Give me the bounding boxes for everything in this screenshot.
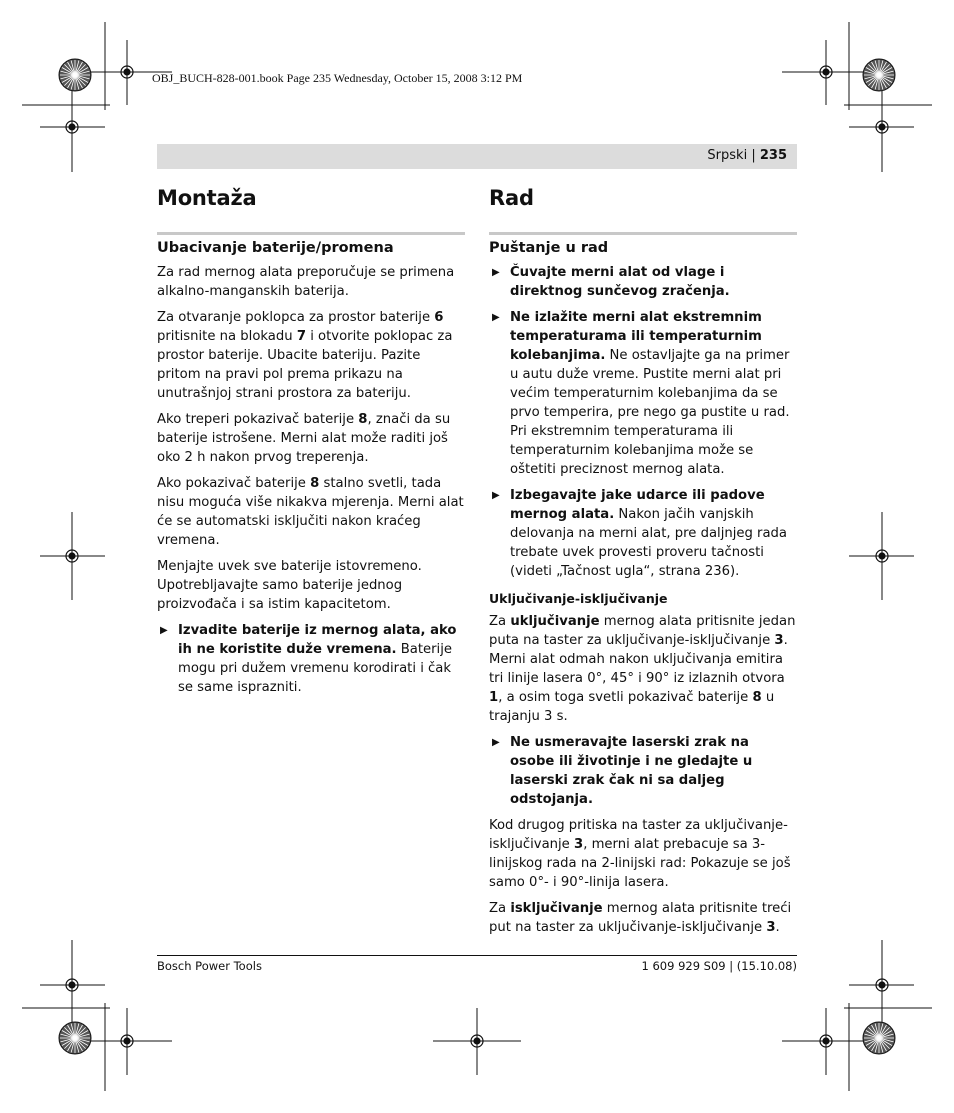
paragraph: Kod drugog pritiska na taster za uključivanje-isključivanje 3, merni alat prebacuje sa 3-linijskog rada na 2-linijski rad: Pokazuje se još samo 0°- i 90°-linija lasera.	[489, 818, 791, 890]
header-language: Srpski	[707, 148, 748, 163]
bullet-item: ▶ Ne usmeravajte laserski zrak na osobe ili životinje i ne gledajte u laserski zrak čak ni sa daljeg odstojanja.	[492, 735, 753, 807]
triangle-right-icon: ▶	[492, 490, 500, 501]
right-column	[489, 186, 797, 944]
page-header	[157, 144, 797, 169]
paragraph: Za uključivanje mernog alata pritisnite jedan puta na taster za uključivanje-isključivanje 3. Merni alat odmah nakon uključivanja emitira tri linije lasera 0°, 45° i 90° iz izlaznih otvora 1, a osim toga svetli pokazivač baterije 8 u trajanju 3 s.	[489, 614, 796, 724]
triangle-right-icon: ▶	[492, 312, 500, 323]
section-title-montaza: Montaža	[157, 186, 257, 210]
bullet-item: ▶ Izbegavajte jake udarce ili padove mernog alata. Nakon jačih vanjskih delovanja na merni alat, pre daljnjeg rada trebate uvek provesti proveru tačnosti (videti „Tačnost ugla“, strana 236).	[492, 488, 788, 579]
footer-brand: Bosch Power Tools	[157, 959, 262, 973]
heading-startup: Puštanje u rad	[489, 240, 609, 256]
section-title-rad: Rad	[489, 186, 534, 210]
paragraph: Ako treperi pokazivač baterije 8, znači da su baterije istrošene. Merni alat može raditi još oko 2 h nakon prvog treperenja.	[157, 412, 451, 465]
heading-rule	[157, 232, 465, 235]
page-number: 235	[759, 148, 787, 163]
triangle-right-icon: ▶	[160, 625, 168, 636]
subheading-on-off: Uključivanje-isključivanje	[489, 591, 668, 606]
bullet-item: ▶ Izvadite baterije iz mernog alata, ako ih ne koristite duže vremena. Baterije mogu pri dužem vremenu korodirati i čak se same isprazniti.	[160, 623, 457, 695]
paragraph: Za otvaranje poklopca za prostor baterije 6 pritisnite na blokadu 7 i otvorite poklopac za prostor baterije. Ubacite bateriju. Pazite pritom na pravi pol prema prikazu na unutrašnjoj strani prostora za bateriju.	[157, 310, 453, 401]
paragraph: Za rad mernog alata preporučuje se primena alkalno-manganskih baterija.	[157, 265, 455, 299]
bullet-item: ▶ Ne izlažite merni alat ekstremnim temperaturama ili temperaturnim kolebanjima. Ne ostavljajte ga na primer u autu duže vreme. Pustite merni alat pri većim temperaturnim kolebanjima da se prvo temperira, pre nego ga pustite u rad. Pri ekstremnim temperaturama ili temperaturnim kolebanjima može se oštetiti preciznost mernog alata.	[492, 310, 790, 477]
paragraph: Za isključivanje mernog alata pritisnite treći put na taster za uključivanje-isključivanje 3.	[489, 901, 792, 935]
header-separator: |	[751, 148, 756, 163]
print-slug: OBJ_BUCH-828-001.book Page 235 Wednesday, October 15, 2008 3:12 PM	[152, 71, 523, 85]
header-label	[707, 148, 787, 163]
paragraph: Ako pokazivač baterije 8 stalno svetli, tada nisu moguća više nikakva mjerenja. Merni alat će se automatski isključiti nakon kraćeg vremena.	[157, 476, 464, 548]
left-column	[157, 186, 465, 704]
bullet-item: ▶ Čuvajte merni alat od vlage i direktnog sunčevog zračenja.	[492, 265, 730, 299]
paragraph: Menjajte uvek sve baterije istovremeno. Upotrebljavajte samo baterije jednog proizvođača i sa istim kapacitetom.	[157, 559, 422, 612]
triangle-right-icon: ▶	[492, 737, 500, 748]
triangle-right-icon: ▶	[492, 267, 500, 278]
heading-rule	[489, 232, 797, 235]
footer-docnumber: 1 609 929 S09 | (15.10.08)	[641, 959, 797, 973]
footer-rule	[157, 955, 797, 956]
heading-battery: Ubacivanje baterije/promena	[157, 240, 394, 256]
